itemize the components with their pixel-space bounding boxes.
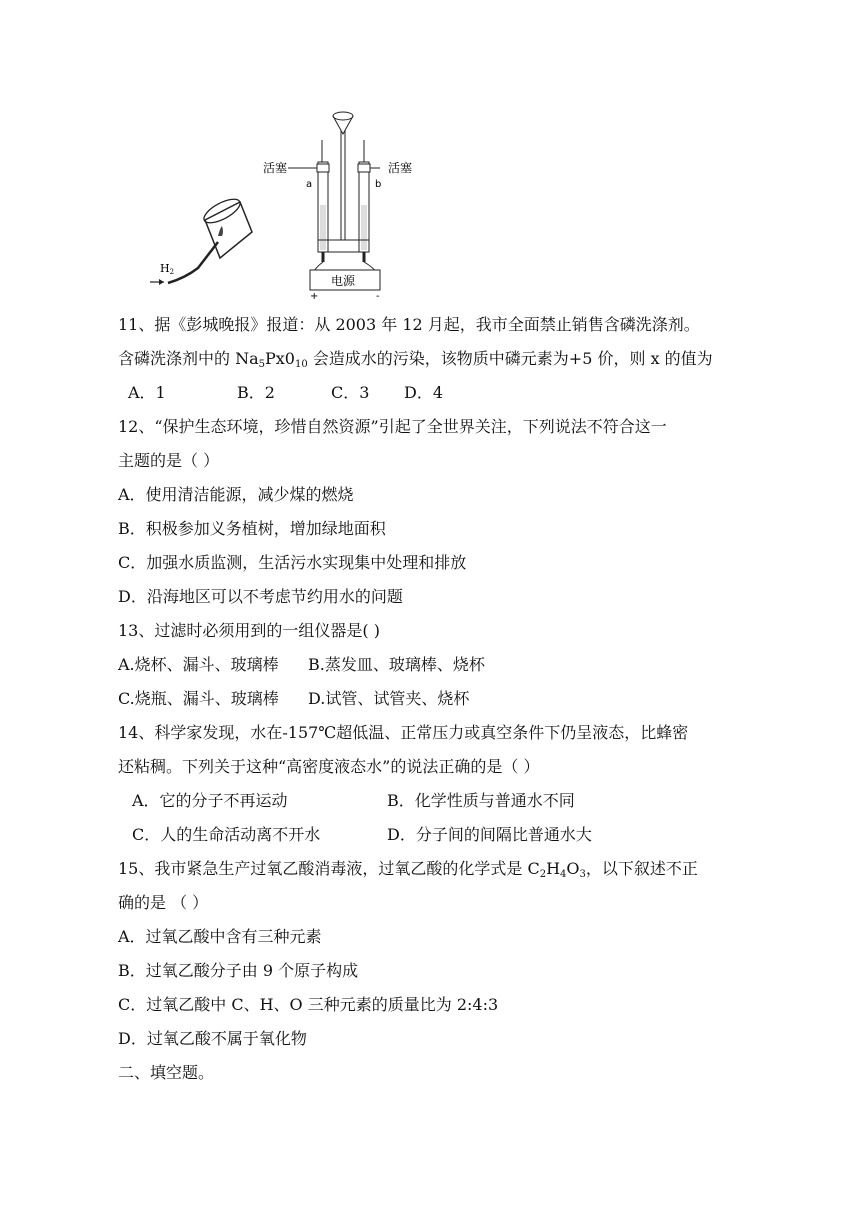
plus-label: + xyxy=(310,291,319,300)
q14-option-c: C．人的生命活动离不开水 xyxy=(132,825,321,844)
q11-option-c: C．3 xyxy=(331,383,370,402)
gas-tube xyxy=(168,242,218,283)
stopcock-label-right: 活塞 xyxy=(388,161,413,175)
h2-label: H2 xyxy=(160,262,175,276)
q13-option-d: D.试管、试管夹、烧杯 xyxy=(308,689,470,708)
q14-line2: 还粘稠。下列关于这种“高密度液态水”的说法正确的是（ ） xyxy=(118,757,540,776)
q11-option-a: A．1 xyxy=(128,383,166,402)
q12-line1: 12、“保护生态环境，珍惜自然资源”引起了全世界关注，下列说法不符合这一 xyxy=(118,417,667,436)
q11-line2: 含磷洗涤剂中的 $Na_5Px0_{10}$ 会造成水的污染，该物质中磷元素为+5 价，则 x 的值为 xyxy=(118,349,713,370)
q11-option-b: B．2 xyxy=(237,383,275,402)
q12-option-c: C．加强水质监测，生活污水实现集中处理和排放 xyxy=(118,553,467,572)
apparatus-diagram xyxy=(140,100,440,300)
q12-option-d: D．沿海地区可以不考虑节约用水的问题 xyxy=(118,587,403,606)
q13-option-b: B.蒸发皿、玻璃棒、烧杯 xyxy=(308,655,485,674)
experiment-figure xyxy=(140,100,440,300)
q14-option-a: A．它的分子不再运动 xyxy=(132,791,288,810)
q13-line1: 13、过滤时必须用到的一组仪器是( ) xyxy=(118,621,380,640)
power-supply-label: 电源 xyxy=(331,274,356,288)
section-heading-fill-in: 二、填空题。 xyxy=(118,1063,215,1082)
q12-option-b: B．积极参加义务植树，增加绿地面积 xyxy=(118,519,386,538)
electrode-label-b: b xyxy=(375,179,382,190)
q14-option-d: D．分子间的间隔比普通水大 xyxy=(387,825,592,844)
q13-option-a: A.烧杯、漏斗、玻璃棒 xyxy=(118,655,279,674)
q15-line1: 15、我市紧急生产过氧乙酸消毒液，过氧乙酸的化学式是 $C_2H_4O_3$，以下叙述不正 xyxy=(118,859,698,880)
q15-option-c: C．过氧乙酸中 C、H、O 三种元素的质量比为 2:4:3 xyxy=(118,995,499,1014)
stopcock-label-left: 活塞 xyxy=(263,161,288,175)
q12-option-a: A．使用清洁能源，减少煤的燃烧 xyxy=(118,485,354,504)
minus-label: - xyxy=(376,291,380,300)
q13-option-c: C.烧瓶、漏斗、玻璃棒 xyxy=(118,689,279,708)
q14-option-b: B．化学性质与普通水不同 xyxy=(387,791,575,810)
q15-option-a: A．过氧乙酸中含有三种元素 xyxy=(118,927,322,946)
q15-option-b: B．过氧乙酸分子由 9 个原子构成 xyxy=(118,961,359,980)
q15-line2: 确的是 （ ） xyxy=(118,893,209,912)
q14-line1: 14、科学家发现，水在-157℃超低温、正常压力或真空条件下仍呈液态，比蜂密 xyxy=(118,723,689,742)
q11-line1: 11、据《彭城晚报》报道：从 2003 年 12 月起，我市全面禁止销售含磷洗涤剂。 xyxy=(118,315,700,334)
q12-line2: 主题的是（ ） xyxy=(118,451,220,470)
q11-option-d: D．4 xyxy=(404,383,444,402)
electrolysis-apparatus xyxy=(308,112,380,290)
q15-option-d: D．过氧乙酸不属于氧化物 xyxy=(118,1029,307,1048)
beaker-icon xyxy=(201,195,252,258)
electrode-label-a: a xyxy=(306,179,313,190)
